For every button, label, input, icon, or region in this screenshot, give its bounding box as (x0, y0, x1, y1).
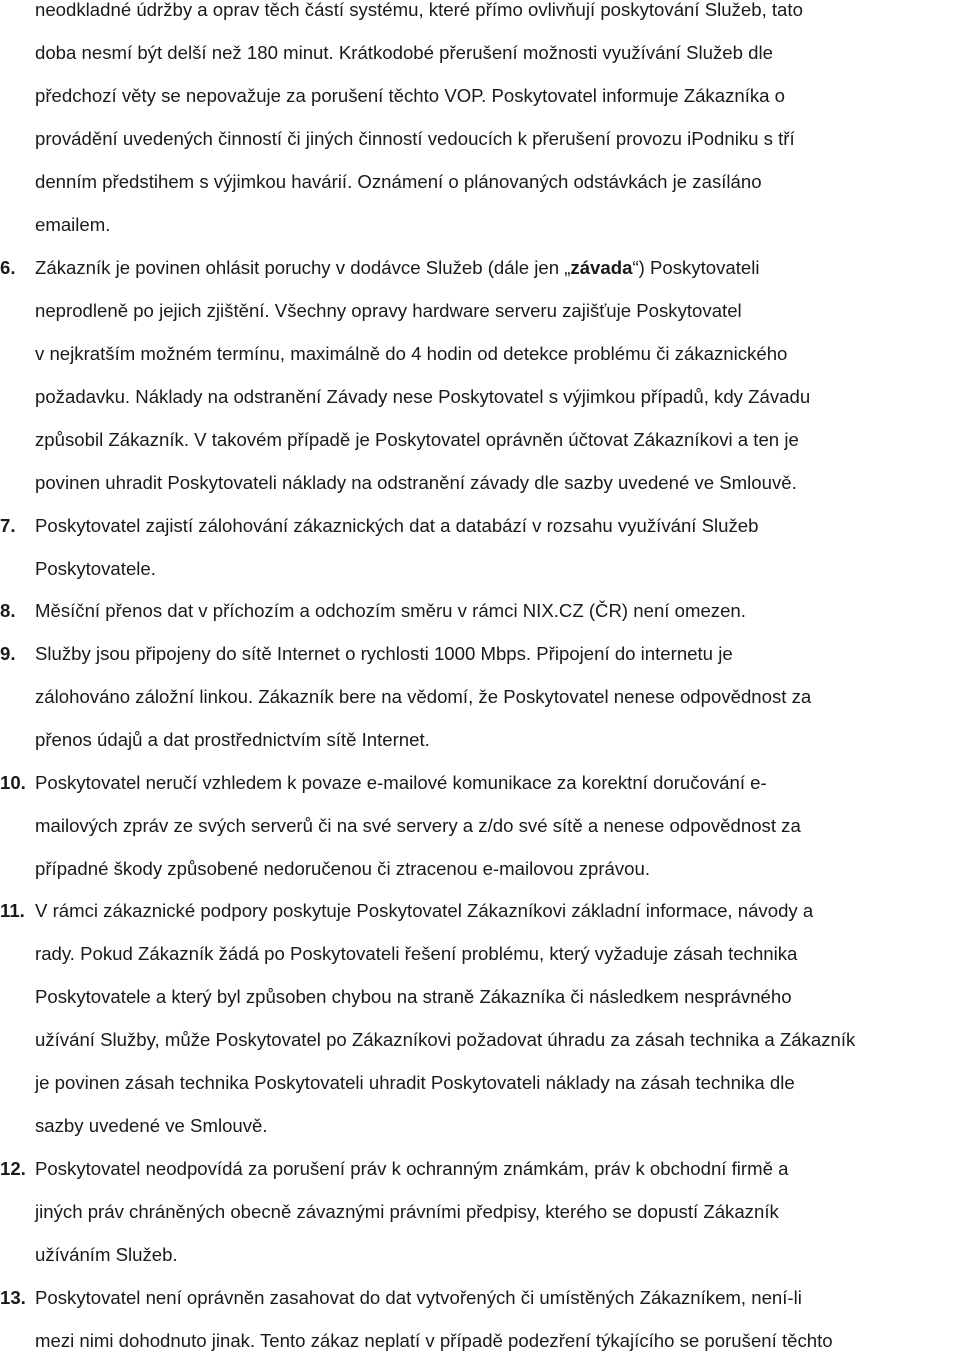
text-line: užíváním Služeb. (35, 1244, 178, 1265)
text-line: povinen uhradit Poskytovateli náklady na odstranění závady dle sazby uvedené ve Smlouvě. (35, 472, 797, 493)
item-number: 9. (0, 643, 16, 664)
text-line: užívání Služby, může Poskytovatel po Zákazníkovi požadovat úhradu za zásah technika a Zákazník (35, 1029, 856, 1050)
text-line: Poskytovatele. (35, 558, 156, 579)
item-number: 13. (0, 1287, 26, 1308)
text-line: způsobil Zákazník. V takovém případě je Poskytovatel oprávněn účtovat Zákazníkovi a ten je (35, 429, 799, 450)
text-line: v nejkratším možném termínu, maximálně do 4 hodin od detekce problému či zákaznického (35, 343, 788, 364)
text-line: Poskytovatel není oprávněn zasahovat do dat vytvořených či umístěných Zákazníkem, není-li (35, 1287, 802, 1308)
text-line: Služby jsou připojeny do sítě Internet o rychlosti 1000 Mbps. Připojení do internetu je (35, 643, 733, 664)
text-line: Poskytovatel neodpovídá za porušení práv k ochranným známkám, práv k obchodní firmě a (35, 1158, 789, 1179)
text-line: neprodleně po jejich zjištění. Všechny opravy hardware serveru zajišťuje Poskytovatel (35, 300, 742, 321)
text-line: Poskytovatele a který byl způsoben chybou na straně Zákazníka či následkem nesprávného (35, 986, 792, 1007)
text-line: rady. Pokud Zákazník žádá po Poskytovateli řešení problému, který vyžaduje zásah technika (35, 943, 798, 964)
text-line: Poskytovatel neručí vzhledem k povaze e-mailové komunikace za korektní doručování e- (35, 772, 767, 793)
item-number: 10. (0, 772, 26, 793)
text-line: je povinen zásah technika Poskytovateli uhradit Poskytovateli náklady na zásah technika dle (35, 1072, 795, 1093)
item-number: 7. (0, 515, 16, 536)
text-line: předchozí věty se nepovažuje za porušení těchto VOP. Poskytovatel informuje Zákazníka o (35, 85, 786, 106)
text-line: V rámci zákaznické podpory poskytuje Poskytovatel Zákazníkovi základní informace, návody a (35, 900, 814, 921)
text-line: provádění uvedených činností či jiných činností vedoucích k přerušení provozu iPodniku s tří (35, 128, 795, 149)
text-line: doba nesmí být delší než 180 minut. Krátkodobé přerušení možnosti využívání Služeb dle (35, 42, 773, 63)
text-line: jiných práv chráněných obecně závaznými právními předpisy, kterého se dopustí Zákazník (35, 1201, 779, 1222)
text-line: mailových zpráv ze svých serverů či na své servery a z/do své sítě a nenese odpovědnost za (35, 815, 801, 836)
item-number: 8. (0, 600, 16, 621)
text-line: přenos údajů a dat prostřednictvím sítě Internet. (35, 729, 430, 750)
item-number: 11. (0, 900, 25, 921)
item-number: 12. (0, 1158, 26, 1179)
text-segment: “) Poskytovateli (632, 257, 760, 278)
text-line: emailem. (35, 214, 111, 235)
item-number: 6. (0, 257, 16, 278)
text-segment: Zákazník je povinen ohlásit poruchy v dodávce Služeb (dále jen „ (35, 257, 571, 278)
text-line: požadavku. Náklady na odstranění Závady nese Poskytovatel s výjimkou případů, kdy Závadu (35, 386, 811, 407)
text-line: mezi nimi dohodnuto jinak. Tento zákaz neplatí v případě podezření týkajícího se porušení těchto (35, 1330, 833, 1351)
text-line: zálohováno záložní linkou. Zákazník bere na vědomí, že Poskytovatel nenese odpovědnost za (35, 686, 812, 707)
text-line (35, 256, 760, 280)
text-line: případné škody způsobené nedoručenou či ztracenou e-mailovou zprávou. (35, 858, 651, 879)
defined-term: závada (570, 257, 633, 278)
text-line: sazby uvedené ve Smlouvě. (35, 1115, 268, 1136)
text-line: Měsíční přenos dat v příchozím a odchozím směru v rámci NIX.CZ (ČR) není omezen. (35, 600, 746, 621)
text-line: neodkladné údržby a oprav těch částí systému, které přímo ovlivňují poskytování Služeb, tato (35, 0, 803, 20)
text-line: Poskytovatel zajistí zálohování zákaznických dat a databází v rozsahu využívání Služeb (35, 515, 759, 536)
text-line: denním předstihem s výjimkou havárií. Oznámení o plánovaných odstávkách je zasíláno (35, 171, 762, 192)
